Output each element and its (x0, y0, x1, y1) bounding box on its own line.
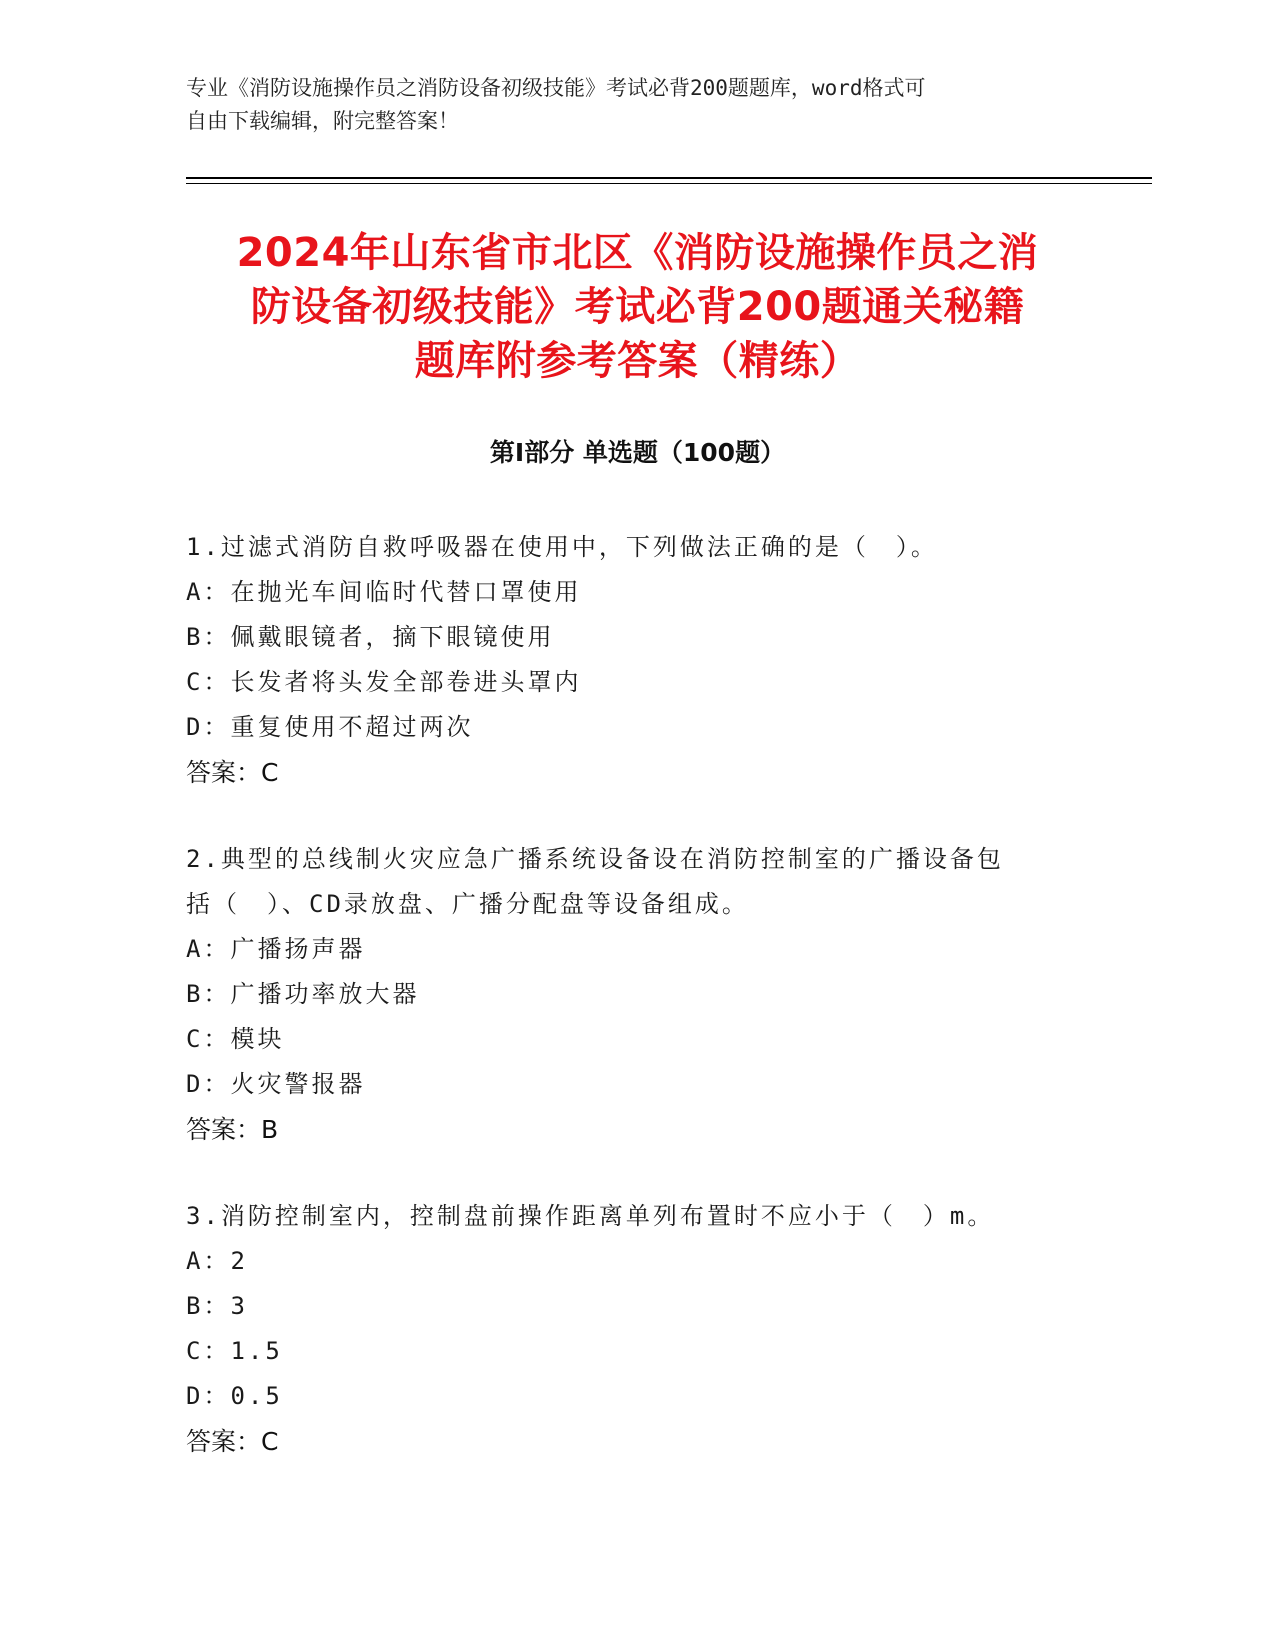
option-a: A：广播扬声器 (186, 935, 366, 963)
title-line: 题库附参考答案（精练） (414, 338, 861, 384)
title-line: 防设备初级技能》考试必背200题通关秘籍 (250, 284, 1025, 330)
answer: 答案：B (186, 1115, 279, 1144)
option-c: C：1.5 (186, 1337, 283, 1365)
question-item (186, 525, 1086, 795)
question-item (186, 837, 1086, 1152)
header-note-line: 专业《消防设施操作员之消防设备初级技能》考试必背200题题库，word格式可 (186, 76, 926, 100)
option-a: A：2 (186, 1247, 248, 1275)
question-stem: 3.消防控制室内，控制盘前操作距离单列布置时不应小于（ ）m。 (186, 1202, 995, 1230)
option-b: B：佩戴眼镜者，摘下眼镜使用 (186, 623, 555, 651)
answer: 答案：C (186, 1427, 279, 1456)
question-list (186, 525, 1086, 1506)
document-title (150, 226, 1125, 388)
header-note (186, 72, 1066, 138)
answer: 答案：C (186, 758, 279, 787)
option-b: B：3 (186, 1292, 248, 1320)
question-stem: 2.典型的总线制火灾应急广播系统设备设在消防控制室的广播设备包 (186, 845, 1004, 873)
option-d: D：重复使用不超过两次 (186, 713, 474, 741)
option-c: C：长发者将头发全部卷进头罩内 (186, 668, 582, 696)
header-rule-thick (186, 177, 1152, 179)
section-title: 第Ⅰ部分 单选题（100题） (489, 438, 786, 467)
title-line: 2024年山东省市北区《消防设施操作员之消 (236, 230, 1039, 276)
option-a: A：在抛光车间临时代替口罩使用 (186, 578, 582, 606)
question-stem: 1.过滤式消防自救呼吸器在使用中，下列做法正确的是（ ）。 (186, 533, 938, 561)
option-b: B：广播功率放大器 (186, 980, 420, 1008)
header-note-line: 自由下载编辑，附完整答案！ (186, 109, 459, 133)
option-d: D：火灾警报器 (186, 1070, 366, 1098)
option-c: C：模块 (186, 1025, 285, 1053)
header-rule-thin (186, 183, 1152, 184)
question-item (186, 1194, 1086, 1464)
question-stem: 括（ ）、CD录放盘、广播分配盘等设备组成。 (186, 890, 749, 918)
option-d: D：0.5 (186, 1382, 283, 1410)
